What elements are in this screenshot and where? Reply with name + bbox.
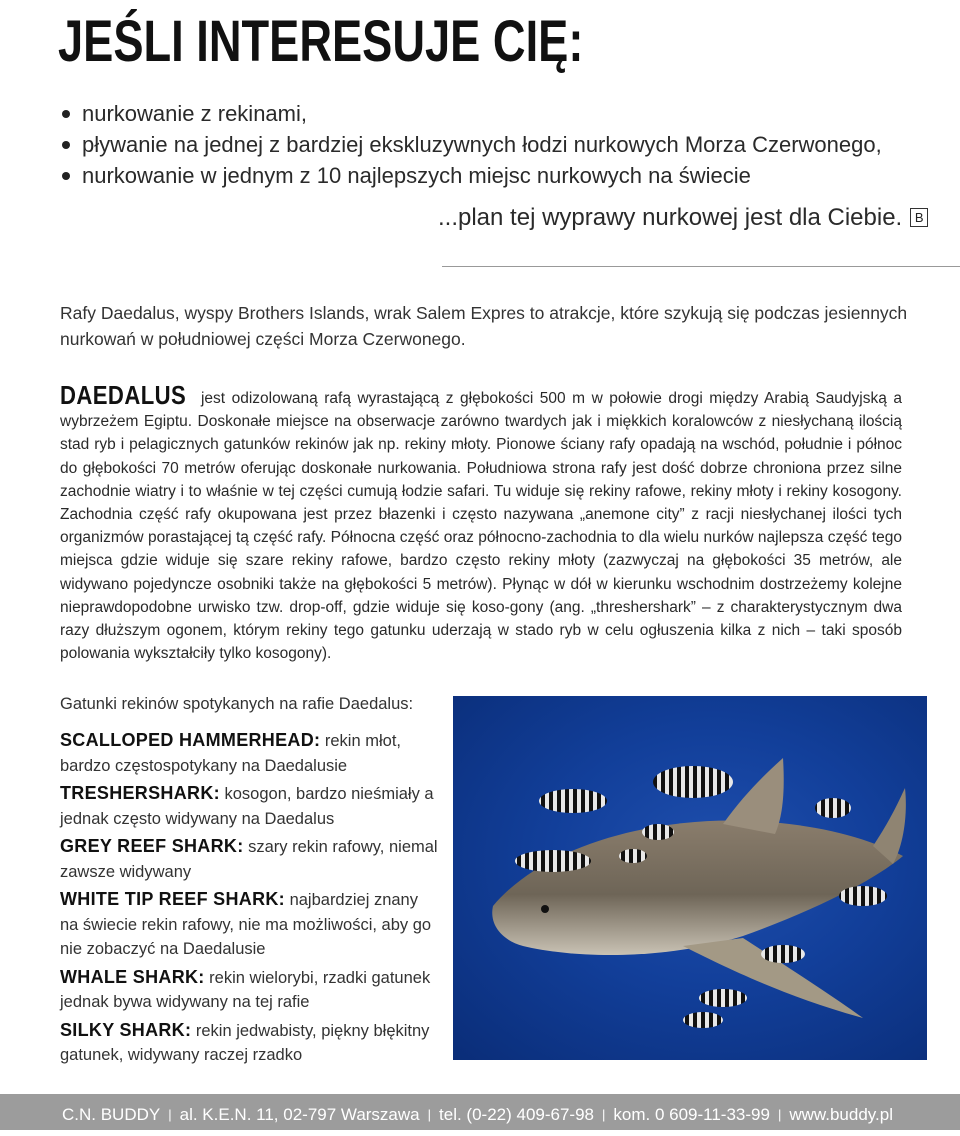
species-item: [60, 728, 440, 778]
intro-paragraph: Rafy Daedalus, wyspy Brothers Islands, wrak Salem Expres to atrakcje, które szykują się podczas jesiennych nurkowań w południowej części Morza Czerwonego.: [60, 303, 908, 349]
species-desc: rekin jedwabisty, piękny błękitny gatunek, widywany raczej rzadko: [60, 1021, 430, 1064]
company-address: al. K.E.N. 11, 02-797 Warszawa: [179, 1105, 420, 1124]
daedalus-body-text: jest odizolowaną rafą wyrastającą z głębokości 500 m w połowie drogi między Arabią Saudyjską a wybrzeżem Egiptu. Doskonałe miejsce na obserwacje zarówno twardych jak i miękkich koralowców z niesłychaną ilością stad ryb i pelagicznych gatunków rekinów jak np. rekiny młoty. Pionowe ściany rafy opadają na wschód, południe i północ do głębokości 70 metrów oferując doskonałe nurkowania. Południowa strona rafy jest dość dobrze chroniona przez silne zachodnie wiatry i to właśnie w tej części cumują łodzie safari. Tu widuje się rekiny rafowe, rekiny młoty i rekiny kosogony. Zachodnia część rafy okupowana jest przez błazenki i często nazywana „anemone city” z racji niesłychanej ilości tych organizmów porastającej tą część rafy. Północna część oraz północno-zachodnia to dla wielu nurków najlepsza część tego miejsca gdzie widuje się szare rekiny rafowe, bardzo często rekiny młoty (zazwyczaj na głębokości 35 metrów, ale widywano pojedyncze osobniki także na głębokości 5 metrów). Płynąc w dół w kierunku wschodnim dostrzeżemy kolejne nieprawdopodobne urwisko tzw. drop-off, gdzie widuje się koso-gony (ang. „threshershark” – z charakterystycznym dwa razy dłuższym ogonem, którym rekiny tego gatunku uderzają w stado ryb w celu ogłuszenia kilka z nich – taki sposób polowania wykształciły tylko kosogony).: [60, 390, 902, 663]
contact-footer: [0, 1094, 960, 1130]
shark-illustration: [453, 696, 927, 1060]
page-headline: JEŚLI INTERESUJE CIĘ:: [58, 9, 584, 74]
footer-contact-line: [62, 1094, 893, 1130]
tagline-text: ...plan tej wyprawy nurkowej jest dla Ciebie.: [438, 204, 903, 231]
species-name: TRESHERSHARK:: [60, 783, 220, 803]
divider-rule: [442, 266, 960, 267]
species-desc: rekin wielorybi, rzadki gatunek jednak bywa widywany na tej rafie: [60, 968, 431, 1011]
species-name: GREY REEF SHARK:: [60, 836, 244, 856]
interest-item: nurkowanie w jednym z 10 najlepszych miejsc nurkowych na świecie: [60, 160, 882, 191]
footer-separator: |: [777, 1107, 782, 1122]
species-desc: rekin młot, bardzo częstospotykany na Daedalusie: [60, 732, 401, 775]
species-list: [60, 728, 440, 1071]
tagline: [438, 204, 928, 232]
species-desc: szary rekin rafowy, niemal zawsze widywany: [60, 838, 438, 881]
shark-photo: [453, 696, 927, 1060]
species-item: [60, 834, 440, 884]
species-item: [60, 965, 440, 1015]
company-phone: tel. (0-22) 409-67-98: [439, 1105, 594, 1124]
company-website: www.buddy.pl: [789, 1105, 893, 1124]
species-name: SCALLOPED HAMMERHEAD:: [60, 730, 321, 750]
species-name: WHITE TIP REEF SHARK:: [60, 889, 285, 909]
footer-separator: |: [602, 1107, 606, 1122]
species-desc: kosogon, bardzo nieśmiały a jednak często widywany na Daedalus: [60, 785, 434, 828]
company-mobile: kom. 0 609-11-33-99: [613, 1105, 770, 1124]
daedalus-description: [60, 380, 902, 665]
interest-list: [60, 98, 882, 191]
species-item: [60, 887, 440, 962]
company-name: C.N. BUDDY: [62, 1105, 161, 1124]
species-desc: najbardziej znany na świecie rekin rafowy, nie ma możliwości, aby go nie zobaczyć na Daedalusie: [60, 891, 432, 958]
b-badge-icon: B: [910, 208, 928, 227]
interest-item: pływanie na jednej z bardziej ekskluzywnych łodzi nurkowych Morza Czerwonego,: [60, 129, 882, 160]
footer-separator: |: [427, 1107, 432, 1122]
species-item: [60, 1018, 440, 1068]
species-list-title: Gatunki rekinów spotykanych na rafie Daedalus:: [60, 695, 414, 713]
species-name: SILKY SHARK:: [60, 1019, 192, 1040]
daedalus-keyword: DAEDALUS: [60, 380, 187, 410]
species-name: WHALE SHARK:: [60, 966, 205, 987]
footer-separator: |: [168, 1107, 172, 1122]
species-item: [60, 781, 440, 831]
interest-item: nurkowanie z rekinami,: [60, 98, 882, 129]
